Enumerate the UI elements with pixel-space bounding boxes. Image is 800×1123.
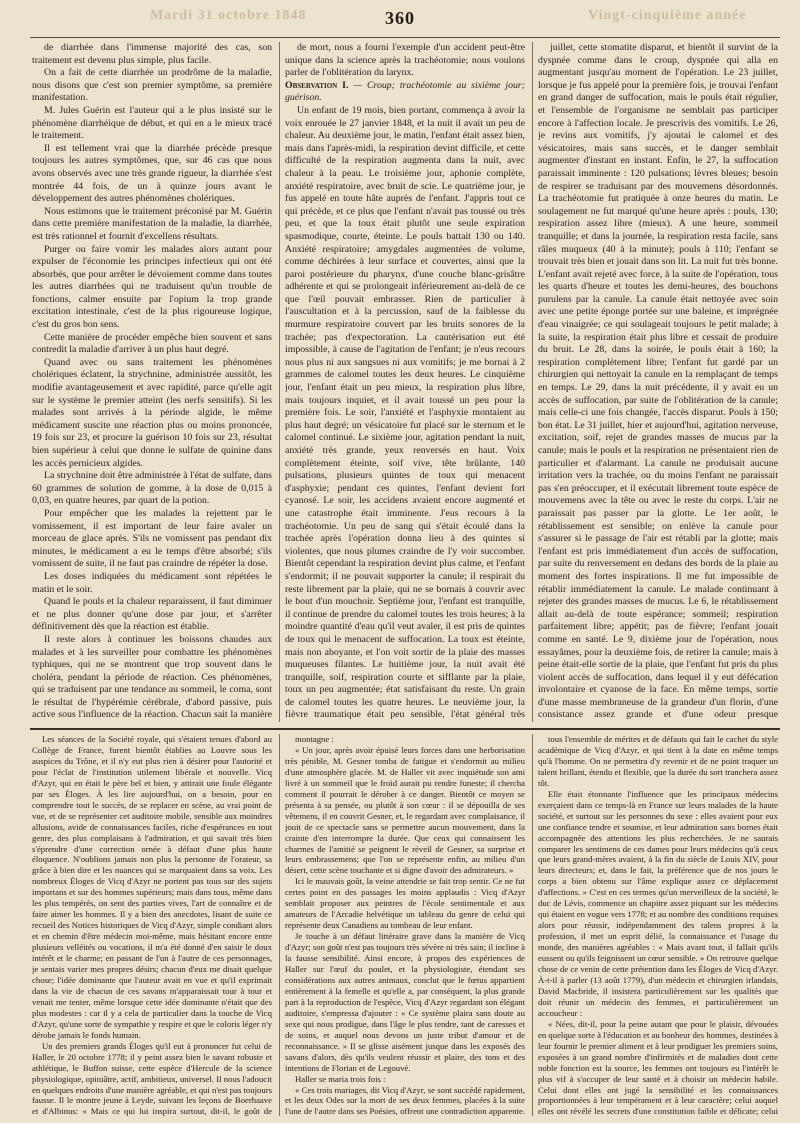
observation-1-text: Un enfant de 19 mois, bien portant, commença à avoir la voix enrouée le 27 janvier 1848, et la nuit il avait un peu de chaleur. Au deuxième jour, le matin, l'enfant était assez bien, mais dans l'après-midi, la respiration devint difficile, et cette difficulté de la respiration augmenta dans la nuit, avec chaleur à la peau. Le troisième jour, aphonie complète, anxiété respiratoire, avec bruit de scie. Le quatrième jour, je fus appelé en toute hâte auprès de l'enfant. J'appris tout ce qui précède, et ce plus que l'enfant n'avait pas toussé ou très peu, et que la toux était plutôt une seule expiration spasmodique, courte, éteinte. Le pouls battait 130 ou 140. Anxiété respiratoire; amygdales augmentées de volume, comme déchirées à leur surface et couvertes, ainsi que la paroi postérieure du pharynx, d'une couche blanc-grisâtre adhérente et qui se prolongeait inférieurement au-delà de ce que l'œil pouvait embrasser. Rien de particulier à l'auscultation et à la percussion, sauf de la faiblesse du murmure respiratoire couvert par les bruits sonores de la trachée; pas d'expectoration. La cautérisation eut été impossible, à cause de l'agitation de l'enfant; je n'eus recours nous plus ni aux sangsues ni aux vomitifs; je me bornai à 2 grammes de calomel toutes les deux heures. Le cinquième jour, l'enfant était un peu mieux, la respiration plus libre, mais toujours inquiet, et il avait toussé un peu pour la première fois. Le soir, l'anxiété et l'asphyxie montaient au plus haut degré; un vésicatoire fut placé sur le sternum et le calomel continué. Le sixième jour, agitation pendant la nuit, anxiété très grande, yeux renversés en haut. Voix complètement éteinte, soif vive, tête brûlante, 140 pulsations, plusieurs quintes de toux qui menacent d'asphyxie; pendant ces quintes, l'enfant devient fort cyanosé. Le soir, les accidens avaient encore augmenté et une catastrophe était imminente. J'eus recours à la trachéotomie. Un peu de sang qui s'était écoulé dans la trachée après l'opération donna lieu à des quintes si violentes, que nous plumes craindre de l'y voir succomber. Bientôt cependant la respiration devint plus calme, et l'enfant s'endormit; il ne pouvait supporter la canule; il respirait du reste librement par la plaie, qui ne se bornais à couvrir avec le bout d'un mouchoir. Septième jour, l'enfant est tranquille, il continue de prendre du calomel toutes les trois heures; à la moindre quantité d'eau qu'il veut avaler, il est pris de quintes de toux qui le menacent de suffocation. La toux est éteinte, mais non aboyante, et l'on voit sortir de la plaie des masses muqueuses filantes. Le huitième jour, la nuit avait été tranquille, soif, respiration courte et sifflante par la plaie, toux un peu augmentée; état satisfaisant du reste. Un grain de calomel toutes les quatre heures. Le neuvième jour, la fièvre traumatique était peu sensible, l'état général très xyxy=(285,104,525,721)
paragraph: « Nées, dit-il, pour la peine autant que pour le plaisir, dévouées en quelque sorte à l'éducation et au bonheur des hommes, destinées à leur fournir le premier aliment et à leur prodiguer les premiers soins, exposées à un grand nombre d'infirmités et de maladies dont cette noble fonction est la source, les femmes ont toujours eu l'intérêt le plus vif à s'occuper de leur santé et à choisir un médecin habile. Celui dont elles ont jugé la sensibilité et les connaissances proportionnées à leur tempérament et à leur caractère; celui auquel elles ont révélé les secrets d'une constitution faible et délicate; celui xyxy=(538,1018,778,1116)
column-divider xyxy=(532,42,533,722)
feuilleton-column-2 xyxy=(285,734,525,1116)
paragraph: Les doses indiquées du médicament sont répétées le matin et le soir. xyxy=(32,570,272,595)
paragraph: Il est tellement vrai que la diarrhée précède presque toujours les autres symptômes, que, sur 46 cas que nous avons observés avec une très grande rigueur, la diarrhée s'est montrée 44 fois, de un à quinze jours avant le développement des autres phénomènes cholériques. xyxy=(32,142,272,205)
paragraph: de diarrhée dans l'immense majorité des cas, son traitement est devenu plus simple, plus facile. xyxy=(32,42,272,66)
column-3 xyxy=(538,42,778,722)
paragraph: M. Jules Guérin est l'auteur qui a le plus insisté sur le phénomène diarrhéique de début, et qui en a le mieux tracé le traitement. xyxy=(32,104,272,142)
feuilleton-column-1 xyxy=(32,734,272,1116)
paragraph: Cette manière de procéder empêche bien souvent et sans contredit la maladie d'arriver à un plus haut degré. xyxy=(32,331,272,356)
feuilleton-separator xyxy=(30,728,780,730)
header-ghost-year: Vingt-cinquième année xyxy=(588,8,747,23)
paragraph: « Ces trois mariages, dit Vicq d'Azyr, se sont succédé rapidement, et les deux Odes sur la mort de ses deux femmes, placées à la suite l'une de l'autre dans ses Poésies, offrent une contradiction apparente. xyxy=(285,1084,525,1116)
paragraph: Je touche à un défaut littéraire grave dans la manière de Vicq d'Azyr; son goût n'est pas toujours très sévère ni très sain; il incline à la fausse sensibilité. Ainsi encore, à propos des expériences de Haller sur l'œuf du poulet, et la physiologiste, étendant ses considérations aux autres animaux, conclut que le fœtus appartient entièrement à la femelle et qu'elle a, par conséquent, la plus grande part à la reproduction de l'espèce, Vicq d'Azyr regardant son élégant auditoire, s'empressa d'ajouter : « Ce système plaira sans doute au sexe qui nous prodigue, dans l'âge le plus tendre, tant de caresses et de soins, et auquel nous devons un juste tribut d'amour et de reconnaissance. » Il se glisse aisément jusque dans les exposés des savans d'alors, dès qu'ils veulent réussir et plaire, des tons et des intentions de Florian et de Legouvé. xyxy=(285,931,525,1073)
paragraph: « Un jour, après avoir épuisé leurs forces dans une herborisation très pénible, M. Gesner tomba de fatigue et s'endormit au milieu d'une atmosphère glacée. M. de Haller vit avec inquiétude son ami livré à un sommeil que le froid aurait pu rendre funeste; il chercha comment il pourrait le dérober à ce danger. Bientôt ce moyen se présenta à sa pensée, ou plutôt à son cœur : il se dépouilla de ses vêtemens, il en couvrit Gesner, et, le regardant avec complaisance, il jouit de ce spectacle sans se permettre aucun mouvement, dans la crainte d'en interrompre la durée. Que ceux qui connaissent les charmes de l'amitié se peignent le réveil de Gesner, sa surprise et leurs embrassemens; que l'on se représente enfin, au milieu d'un désert, cette scène touchante et si digne d'avoir des admirateurs. » xyxy=(285,744,525,876)
paragraph: On a fait de cette diarrhée un prodrôme de la maladie, nous disons que c'est son premier symptôme, sa première manifestation. xyxy=(32,67,272,104)
column-divider xyxy=(279,42,280,722)
column-divider xyxy=(279,734,280,1116)
paragraph: Haller se maria trois fois : xyxy=(295,1073,386,1084)
column-divider xyxy=(532,734,533,1116)
paragraph: La strychnine doit être administrée à l'état de sulfate, dans 60 grammes de solution de gomme, à la dose de 0,015 à 0,03, en quatre heures, par quart de la potion. xyxy=(32,470,272,507)
header-ghost-date: Mardi 31 octobre 1848 xyxy=(150,8,307,23)
paragraph: Purger ou faire vomir les malades alors autant pour expulser de l'économie les principes infectieux qui ont été absorbés, que pour arrêter le dévoiement comme dans toutes les autres diarrhées qui ne traduisent qu'un trouble de fonctions, calmer ensuite par l'opium la trop grande excitation intestinale, c'est de la plus rigoureuse logique, c'est du gros bon sens. xyxy=(32,243,272,331)
paragraph: Ici le mauvais goût, la veine attendrie se fait trop sentir. Ce ne fut certes point en des passages les moins applaudis : Vicq d'Azyr semblait proposer aux peintres de l'école sentimentale et aux amateurs de l'Arcadie helvétique un tableau du genre de celui qui représente deux Canadiens au tombeau de leur enfant. xyxy=(285,876,525,931)
column-2 xyxy=(285,42,525,722)
paragraph: Quand avec ou sans traitement les phénomènes cholériques éclatent, la strychnine, administrée aussitôt, les modifie avantageusement et avec rapidité, parce qu'elle agit sur le système le premier atteint (les nerfs sensitifs). Si les malades sont arrivés à la période algide, le même médicament suscite une réaction plus ou moins prononcée, 19 fois sur 23, et procure la guérison 10 fois sur 23, résultat bien supérieur à celui que donne le sulfate de quinine dans les accès pernicieux algides. xyxy=(32,356,272,469)
paragraph: de mort, nous a fourni l'exemple d'un accident peut-être unique dans la science après la trachéotomie; nous voulons parler de l'oblitération du larynx. xyxy=(285,42,525,79)
page-number: 360 xyxy=(385,8,415,28)
paragraph: Un des premiers grands Éloges qu'il eut à prononcer fut celui de Haller, le 20 octobre 1778; il y peint assez bien le savant robuste et athlétique, le Buffon suisse, cette espèce d'Hercule de la science physiologique, opiniâtre, actif, ambitieux, universel. Il nous l'adoucit en quelques endroits d'une manière agréable, et qui n'est pas toujours fausse. Il le montre jeune à Leyde, suivant les leçons de Boerhaave et d'Albinus: « Mais ce qui lui inspira surtout, dit-il, le goût de xyxy=(32,1040,272,1116)
paragraph: Elle était étonnante l'influence que les principaux médecins exerçaient dans ce temps-là en France sur leurs malades de la haute société, et surtout sur les personnes du sexe : elles avaient pour eux une confiance tendre et soumise, et leur admiration sans bornes était accompagnée des attentions les plus recherchées. Je ne saurais comparer les sentimens de ces dames pour leurs médecins qu'à ceux que leurs grand-mères avaient, à la fin du siècle de Louis XIV, pour leurs directeurs; et, dans le fait, la préférence que de nos jours le corps a bien obtenu sur l'âme explique assez ce déplacement d'affections. » C'est en ces termes qu'un merveilleux de la société, le duc de Lévis, commence un chapitre assez piquant sur les médecins qui étaient en vogue vers 1778; et au nombre des conditions requises alors pour réussir, indépendamment des talens propres à la profession, il met un esprit délié, la connaissance et l'usage du monde, des manières agréables : « Mais avant tout, il fallait qu'ils eussent ou qu'ils feignissent un cœur sensible. » On retrouve quelque chose de ce venin de cette prétention dans les Éloges de Vicq d'Azyr. À-t-il à parler (13 août 1779), d'un médecin et chirurgien irlandais, David Macbride, il insistera particulièrement sur les qualités que doit réunir un médecin des femmes, et particulièrement un accoucheur : xyxy=(538,788,778,1018)
paragraph: montagne : xyxy=(295,734,334,744)
page-header xyxy=(0,8,800,34)
column-1 xyxy=(32,42,272,722)
paragraph: Nous estimons que le traitement préconisé par M. Guérin dans cette première manifestation de la maladie, la diarrhée, est très rationnel et fournit d'excellens résultats. xyxy=(32,205,272,242)
paragraph: Quand le pouls et la chaleur reparaissent, il faut diminuer et ne plus donner qu'une dose par jour, et s'arrêter définitivement dès que la réaction est établie. xyxy=(32,596,272,633)
observation-1-heading: — Croup; trachéotomie au sixième jour; guérison. xyxy=(285,79,525,104)
paragraph: Les séances de la Société royale, qui s'étaient tenues d'abord au Collège de France, furent bientôt établies au Louvre sous les auspices du Trône, et il n'y eut plus rien à désirer pour l'autorité et pour l'éclat de l'institution utilement libérale et nouvelle. Vicq d'Azyr, qui en était le père bel et bien, y attirait une foule élégante par ses Éloges. À les lire aujourd'hui, on a besoin, pour en comprendre tout le succès, de se replacer en scène, au vrai point de vue, et de se représenter cet auditoire mobile, sensible aux moindres allusions, avide de connaissances faciles, riche d'espérances en tout genre, des plus complaisans à l'admiration, et qui savait très bien s'éprendre d'une correction ornée à défaut d'une plus haute éloquence. N'oublions jamais non plus la personne de l'orateur, sa grâce à bien dire et les nuances qui se marquaient dans sa voix. Les nombreux Éloges de Vicq d'Azyr ne portent pas tous sur des sujets importans et sur des hommes supérieurs; mais dans tous, même dans les plus tempérés, on sent des parties vives, l'art de connaître et de faire aimer les hommes. Il y a bien des anecdotes, lisant de suite ce recueil des Notices historiques de Vicq d'Azyr, simple condiant alors et en chemin d'être médecin moi-même, mais hésitant encore entre plusieurs velléités ou vocations, il m'a été donné d'en saisir le doux intérêt et le charme; en passant de l'un à l'autre de ces personnages, je sentais varier mes propres désirs; chacun d'eux me disait quelque chose; l'idée dominante que l'auteur avait en vue et qu'il exprimait dans la vie de chacun de ces savans m'apparaissait tour à tour et venait me tenter, même lorsque cette idée dominante n'était que des plus modestes : car il y a cela de particulier dans la touche de Vicq d'Azyr, qu'une sorte de sympathie y respire et que le coloris léger n'y dérobe jamais le fonds humain. xyxy=(32,734,272,1040)
observation-1 xyxy=(285,80,525,105)
feuilleton-section xyxy=(32,734,778,1116)
main-columns xyxy=(32,42,778,722)
observation-1-label: Observation I. xyxy=(285,79,349,91)
paragraph: tous l'ensemble de mérites et de défauts qui fait le cachet du style académique de Vicq d'Azyr, et qui tient à la date en même temps qu'à l'homme. On ne permettra d'y revenir et de ne point traquer un talent brillant, étendu et flexible, que la durée du sort tranchera assez tôt. xyxy=(538,734,778,788)
paragraph: Il reste alors à continuer les boissons chaudes aux malades et à les surveiller pour combattre les phénomènes typhiques, qui ne se montrent que trop souvent dans le choléra, pendant la période de réaction. Ces phénomènes, qui se traduisent par une tendance au sommeil, le coma, sont le résultat de l'hypérémie cérébrale, d'abord passive, puis active sous l'influence de la réaction. Chacun sait la manière xyxy=(32,633,272,721)
paragraph: Pour empêcher que les malades la rejettent par le vomissement, il est important de leur faire avaler un morceau de glace après. S'ils ne vomissent pas pendant dix minutes, le médicament a eu le temps d'être absorbé; s'ils vomissent de suite, il ne faut pas craindre de répéter la dose. xyxy=(32,507,272,570)
header-rule xyxy=(30,37,780,38)
paragraph: juillet, cette stomatite disparut, et bientôt il survint de la dyspnée comme dans le croup, dyspnée qui alla en augmentant jusqu'au moment de l'opération. Le 23 juillet, lorsque je fus appelé pour la première fois, je trouvai l'enfant en grand danger de suffocation, mais le pouls était régulier, et l'ensemble de l'organisme ne semblait pas participer encore à l'affection locale. Je prescrivis des vomitifs. Le 26, je revins aux vomitifs, j'y ajoutai le calomel et des vésicatoires, mais sans succès, et le danger semblait augmenter d'instant en instant. Enfin, le 27, la suffocation paraissait imminente : 120 pulsations; lèvres bleues; besoin de respirer se traduisant par des mouvemens désordonnés. La trachéotomie fut pratiquée à onze heures du matin. Le soulagement ne fut marqué qu'une heure après : pouls, 130; respiration assez libre (mieux). A une heure, sommeil tranquille; et dans la journée, la respiration resta facile, sans râles muqueux (40 à la minute); pouls à 110; l'enfant se trouvait très bien et jouait dans son lit. La nuit fut très bonne. L'enfant avait rejeté avec force, à la suite de l'opération, tous les quarts d'heure et toutes les demi-heures, des bouchons purulens par la canule. La canule était nettoyée avec soin avec une petite éponge portée sur une baleine, et imprégnée d'eau vinaigrée; ce qui soulageait toujours le petit malade; à la suite, la respiration était plus libre et cessait de produire du bruit. Le 28, dans la soirée, le pouls était à 160; la respiration complètement libre; l'enfant fut gardé par un chirurgien qui nettoyait la canule en la remplaçant de temps en temps. Le 29, dans la nuit précédente, il y avait eu un accès de suffocation, par suite de l'oblitération de la canule; mais celle-ci une fois changée, l'accès disparut. Pouls à 150; bon état. Le 31 juillet, hier et aujourd'hui, agitation nerveuse, excitation, soif, rejet de grandes masses de mucus par la canule; mais le pouls et la respiration ne présentaient rien de particulier et d'alarmant. La canule ne produisait aucune irritation vers la trachée, ou du moins l'enfant ne paraissait pas s'en préoccuper, et il exécutait librement toute espèce de mouvemens avec la tête ou avec le reste du corps. L'air ne paraissait pas passer par la glotte. Le 1er août, le rétablissement est sensible; on enlève la canule pour s'assurer si le passage de l'air est rétabli par la glotte; mais l'enfant est pris immédiatement d'un accès de suffocation, par suite du renversement en dedans des bords de la plaie au moment des fortes inspirations. Il me fut impossible de rétablir immédiatement la canule. Le malade continuant à rejeter des grandes masses de mucus. Le 6, le rétablissement allait au-delà de toute espérance; sommeil; respiration parfaitement libre; appétit; pas de fièvre; l'enfant jouait comme en santé. Le 9, dixième jour de l'opération, nous essayâmes, pour la deuxième fois, de retirer la canule; mais à peine était-elle sortie de la plaie, que l'enfant fut pris du plus violent accès de suffocation, dans lequel il y eut défécation involontaire et cyanose de la face. En même temps, sortie d'une masse membraneuse de la grandeur d'un florin, d'une consistance assez grande et d'une odeur presque xyxy=(538,42,778,721)
feuilleton-column-3 xyxy=(538,734,778,1116)
